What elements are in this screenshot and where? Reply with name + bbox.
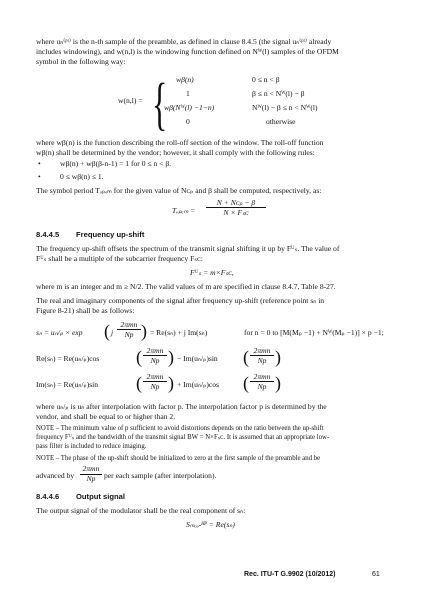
eq-re-paren2-open: ( <box>243 347 249 367</box>
window-eq-case3-cond: Nᵂ(l) − β ≤ n < Nᵂ(l) <box>252 103 318 112</box>
eq-re-fraction-2 <box>250 346 274 365</box>
note1-line-2: frequency Fᵁₛ and the bandwidth of the transmit signal BW = N×Fₛᴄ. It is assumed that an appropriate low- <box>36 434 330 441</box>
window-eq-lhs: w(n,l) = <box>118 96 143 105</box>
section-8-4-4-6-heading <box>36 492 125 501</box>
eq-im-denominator-2: Np <box>257 382 267 391</box>
upshift-p1-line-2: Fᵁₛ shall be a multiple of the subcarrier frequency Fₛᴄ: <box>36 254 203 263</box>
eq-re-lhs: Re(sₙ) = Re(uₙ/ₚ)cos <box>36 354 100 363</box>
window-eq-case2-cond: β ≤ n < Nᵂ(l) − β <box>252 89 305 98</box>
upshift-p1-line-1: The frequency up-shift offsets the spectrum of the transmit signal shifting it up by Fᵁₛ. The value of <box>36 244 340 253</box>
eq-im-paren2-open: ( <box>243 373 249 393</box>
eq-re-numerator-2: 2πmn <box>250 346 274 356</box>
eq-im-paren2-close: ) <box>275 373 281 393</box>
eq-sn-rhs: = Re(sₙ) + j Im(sₙ) <box>150 328 208 337</box>
output-signal-p1: The output signal of the modulator shall be the real component of sₙ: <box>36 506 246 515</box>
section-8-4-4-5-number: 8.4.4.5 <box>36 230 60 239</box>
section-8-4-4-6-title: Output signal <box>76 492 125 501</box>
window-eq-case1-expr: wβ(n) <box>176 75 194 84</box>
window-eq-case1-cond: 0 ≤ n < β <box>252 75 280 84</box>
symbol-period-lhs: Tₒₚₑₘ = <box>172 206 196 215</box>
eq-im-fraction-1 <box>143 372 167 391</box>
eq-re-paren1-close: ) <box>168 347 174 367</box>
section-8-4-4-5-title: Frequency up-shift <box>76 230 145 239</box>
eq-re-numerator-1: 2πmn <box>143 346 167 356</box>
note2-numerator: 2πmn <box>80 465 102 475</box>
rolloff-line-1: where wβ(n) is the function describing the roll-off section of the window. The roll-off function <box>36 138 324 147</box>
note2-denominator: Np <box>86 473 96 483</box>
upshift-p2: where m is an integer and m ≥ N/2. The valid values of m are specified in clause 8.4.7, Table 8-27. <box>36 282 336 291</box>
eq-fus: Fᵁₛ = m×Fₛᴄ, <box>190 268 234 277</box>
upshift-p3-line-2: Figure 8-21) shall be as follows: <box>36 306 135 315</box>
eq-re-denominator-2: Np <box>257 356 267 365</box>
window-eq-case3-expr: wβ(Nᵂ(l) −1−n) <box>164 103 215 112</box>
eq-re-paren2-close: ) <box>275 347 281 367</box>
eq-sn-paren-open: ( <box>104 321 110 341</box>
window-eq-case2-expr: 1 <box>186 89 190 98</box>
eq-im-mid: + Im(uₙ/ₚ)cos <box>177 380 219 389</box>
note2-line-1: NOTE – The phase of the up-shift should be initialized to zero at the first sample of the preamble and be <box>36 455 321 462</box>
eq-im-fraction-2 <box>250 372 274 391</box>
upshift-p3-line-1: The real and imaginary components of the signal after frequency up-shift (reference point sₙ in <box>36 296 325 305</box>
footer-page-number: 61 <box>372 571 380 578</box>
eq-im-numerator-1: 2πmn <box>143 372 167 382</box>
section-8-4-4-5-heading <box>36 230 144 239</box>
intro-line-2: includes windowing), and w(n,l) is the windowing function defined on Nᵂ(l) samples of the OFDM <box>36 47 339 56</box>
eq-sn-range: for n = 0 to [M(Mₚ −1) + Nᵂ(Mₚ −1)] × p −1; <box>244 328 384 337</box>
eq-im-paren1-close: ) <box>168 373 174 393</box>
window-eq-brace: { <box>152 71 168 136</box>
symbol-period-text: The symbol period Tₒₚₑₘ for the given value of Nᴄₚ and β shall be computed, respectively, as: <box>36 186 322 195</box>
eq-re-mid: − Im(uₙ/ₚ)sin <box>177 354 218 363</box>
rolloff-bullet-2: 0 ≤ wβ(n) ≤ 1. <box>60 172 104 181</box>
eq-im-numerator-2: 2πmn <box>250 372 274 382</box>
note1-line-1: NOTE – The minimum value of p sufficient to avoid distortions depends on the ratio between the up-shift <box>36 425 324 432</box>
footer-recommendation: Rec. ITU-T G.9902 (10/2012) <box>244 571 336 578</box>
bullet-dot-2: • <box>38 172 41 181</box>
symbol-period-numerator: N + Nᴄₚ − β <box>206 198 266 208</box>
note2-per-sample: per each sample (after interpolation). <box>104 471 217 480</box>
eq-output-signal: Sₘₒₔ‑ᴴᴾ = Re(sₙ) <box>186 520 235 529</box>
window-eq-case4-expr: 0 <box>186 117 190 126</box>
rolloff-line-2: wβ(n) shall be determined by the vendor; however, it shall comply with the following rules: <box>36 148 315 157</box>
note2-fraction <box>80 465 102 483</box>
section-8-4-4-6-number: 8.4.4.6 <box>36 492 60 501</box>
eq-sn-j: j <box>111 328 114 337</box>
intro-line-1: where uₙ⁽ᵖʳ⁾ is the n-th sample of the preamble, as defined in clause 8.4.5 (the signal uₙ⁽ᵖʳ⁾ already <box>36 37 332 46</box>
eq-im-paren1-open: ( <box>136 373 142 393</box>
upshift-p4-line-1: where uₙ/ₚ is uₙ after interpolation with factor p. The interpolation factor p is determined by the <box>36 402 327 411</box>
rolloff-bullet-1: wβ(n) + wβ(β-n-1) = 1 for 0 ≤ n < β. <box>60 159 172 168</box>
symbol-period-fraction <box>206 198 266 217</box>
note2-advanced-by: advanced by <box>36 471 75 480</box>
intro-line-3: symbol in the following way: <box>36 57 126 66</box>
eq-re-denominator-1: Np <box>150 356 160 365</box>
eq-re-paren1-open: ( <box>136 347 142 367</box>
eq-im-lhs: Im(sₙ) = Re(uₙ/ₚ)sin <box>36 380 99 389</box>
eq-sn-paren-close: ) <box>141 321 147 341</box>
eq-sn-numerator: 2πmn <box>117 320 141 330</box>
note1-line-3: pass filter is included to reduce imaging. <box>36 443 147 450</box>
eq-im-denominator-1: Np <box>150 382 160 391</box>
eq-re-fraction-1 <box>143 346 167 365</box>
upshift-p4-line-2: vendor, and shall be equal to or higher than 2. <box>36 412 176 421</box>
eq-sn-fraction <box>117 320 141 339</box>
eq-sn-lhs: sₙ = uₙ/ₚ × exp <box>36 328 83 337</box>
bullet-dot-1: • <box>38 159 41 168</box>
window-eq-case4-cond: otherwise <box>266 117 296 126</box>
eq-sn-denominator: Np <box>124 330 134 339</box>
symbol-period-denominator: N × Fₛᴄ <box>223 208 249 217</box>
